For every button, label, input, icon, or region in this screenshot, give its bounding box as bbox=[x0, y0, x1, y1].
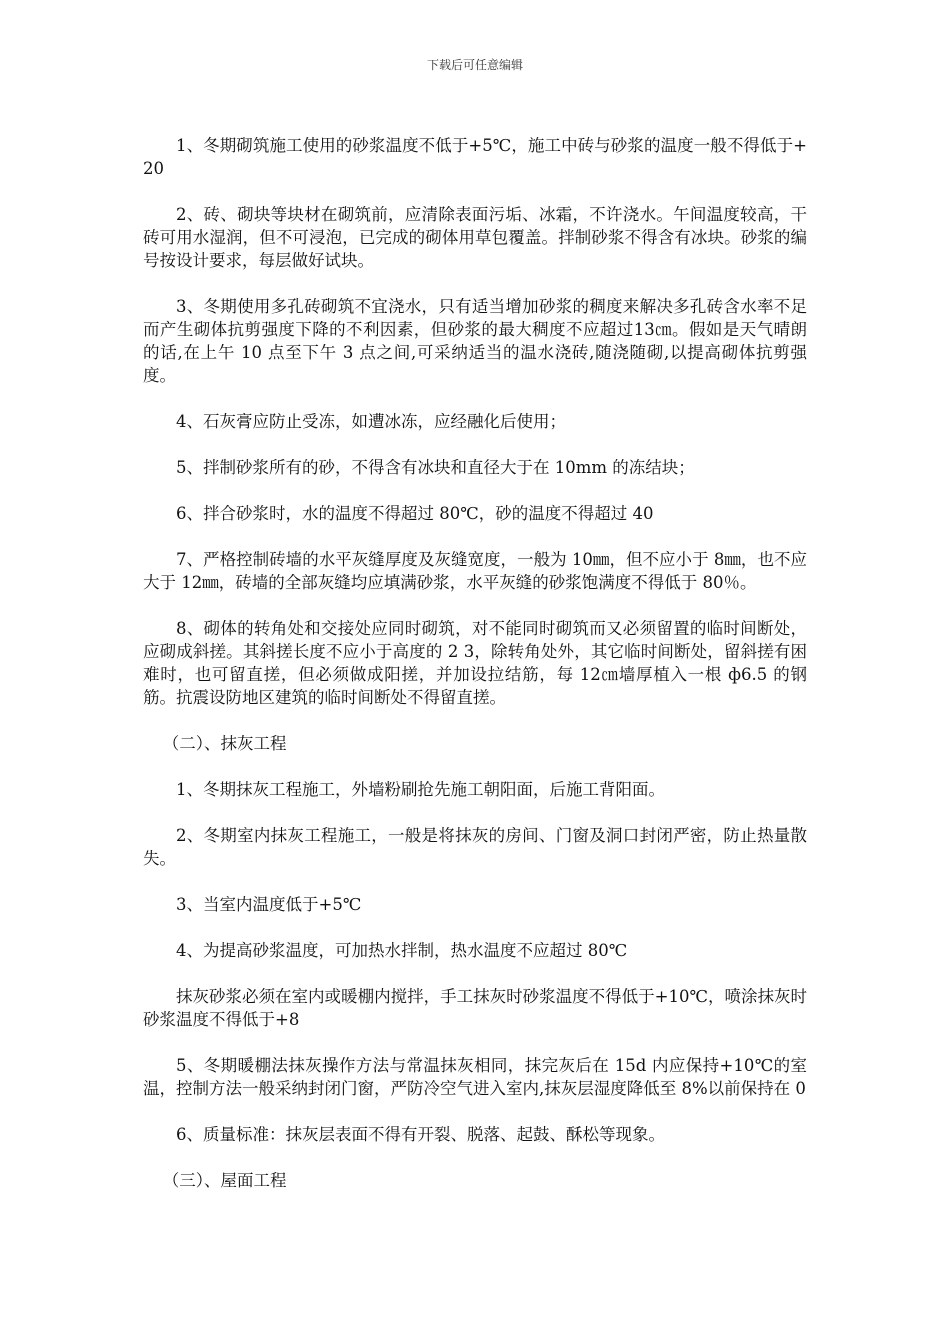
paragraph-12: 4、为提高砂浆温度，可加热水拌制，热水温度不应超过 80℃ bbox=[176, 941, 628, 960]
paragraph-4: 4、石灰膏应防止受冻，如遭冰冻，应经融化后使用； bbox=[176, 412, 566, 431]
page-header: 下载后可任意编辑 bbox=[426, 58, 523, 72]
paragraph-6: 6、拌合砂浆时，水的温度不得超过 80℃，砂的温度不得超过 40 bbox=[176, 504, 654, 523]
paragraph-10: 2、冬期室内抹灰工程施工，一般是将抹灰的房间、门窗及洞口封闭严密，防止热量散失。 bbox=[143, 826, 807, 868]
paragraph-5: 5、拌制砂浆所有的砂，不得含有冰块和直径大于在 10mm 的冻结块； bbox=[176, 458, 695, 477]
paragraph-2: 2、砖、砌块等块材在砌筑前，应清除表面污垢、冰霜，不许浇水。午间温度较高，干砖可用水湿润，但不可浸泡，已完成的砌体用草包覆盖。拌制砂浆不得含有冰块。砂浆的编号按设计要求，每层做好试块。 bbox=[143, 205, 807, 270]
paragraph-13: 抹灰砂浆必须在室内或暖棚内搅拌，手工抹灰时砂浆温度不得低于+10℃，喷涂抹灰时砂浆温度不得低于+8 bbox=[143, 987, 807, 1029]
paragraph-1: 1、冬期砌筑施工使用的砂浆温度不低于+5℃，施工中砖与砂浆的温度一般不得低于+20 bbox=[143, 136, 807, 178]
paragraph-9: 1、冬期抹灰工程施工，外墙粉刷抢先施工朝阳面，后施工背阳面。 bbox=[176, 780, 665, 799]
section-heading-plastering: （二）、抹灰工程 bbox=[162, 734, 287, 753]
paragraph-15: 6、质量标准：抹灰层表面不得有开裂、脱落、起鼓、酥松等现象。 bbox=[176, 1125, 665, 1144]
paragraph-7: 7、严格控制砖墙的水平灰缝厚度及灰缝宽度，一般为 10㎜，但不应小于 8㎜，也不应大于 12㎜，砖墙的全部灰缝均应填满砂浆，水平灰缝的砂浆饱满度不得低于 80％。 bbox=[143, 550, 807, 592]
document-body bbox=[143, 134, 807, 1215]
section-heading-roofing: （三）、屋面工程 bbox=[162, 1171, 287, 1190]
paragraph-14: 5、冬期暖棚法抹灰操作方法与常温抹灰相同，抹完灰后在 15d 内应保持+10℃的室温，控制方法一般采纳封闭门窗，严防冷空气进入室内,抹灰层湿度降低至 8%以前保持在 0 bbox=[143, 1056, 807, 1098]
paragraph-8: 8、砌体的转角处和交接处应同时砌筑，对不能同时砌筑而又必须留置的临时间断处，应砌成斜搓。其斜搓长度不应小于高度的 2 3，除转角处外，其它临时间断处，留斜搓有困难时，也可留直搓，但必须做成阳搓，并加设拉结筋，每 12㎝墙厚植入一根 ф6.5 的钢筋。抗震设防地区建筑的临时间断处不得留直搓。 bbox=[143, 619, 807, 707]
paragraph-3: 3、冬期使用多孔砖砌筑不宜浇水，只有适当增加砂浆的稠度来解决多孔砖含水率不足而产生砌体抗剪强度下降的不利因素，但砂浆的最大稠度不应超过13㎝。假如是天气晴朗的话,在上午 10 点至下午 3 点之间,可采纳适当的温水浇砖,随浇随砌,以提高砌体抗剪强度。 bbox=[143, 297, 807, 385]
paragraph-11: 3、当室内温度低于+5℃ bbox=[176, 895, 362, 914]
